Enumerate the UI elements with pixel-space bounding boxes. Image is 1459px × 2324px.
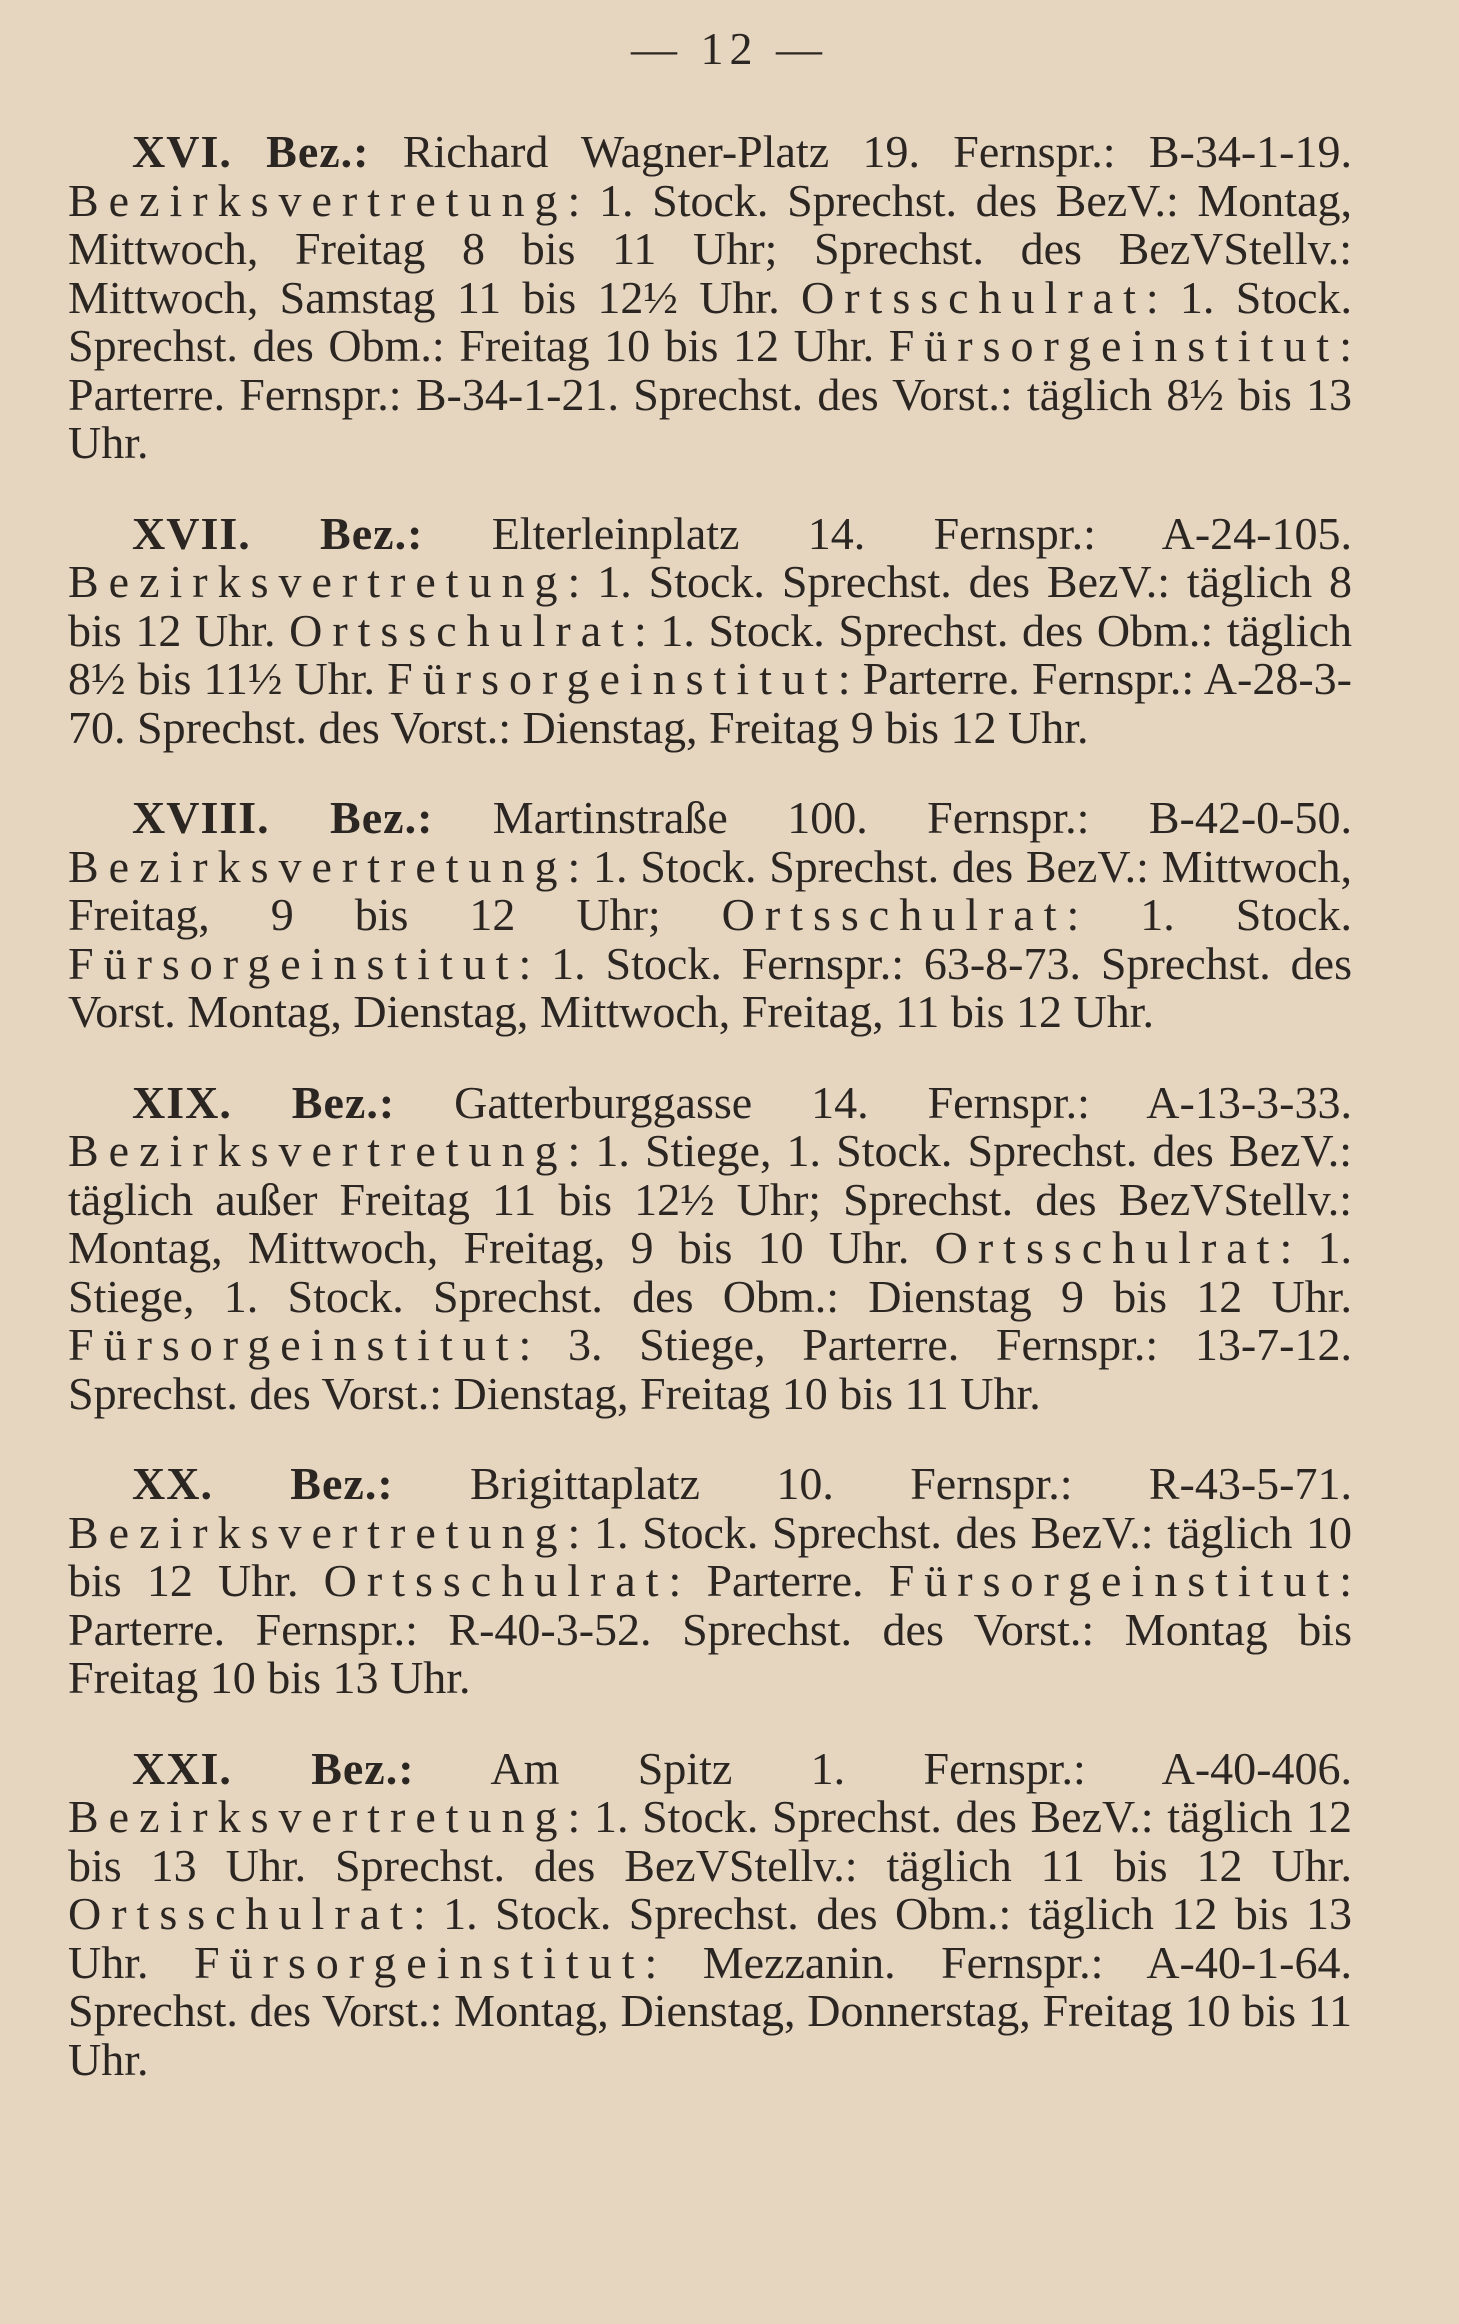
district-entry	[68, 1076, 1352, 1419]
entry-text: : 1. Stock. Sprechst. des Obm.: Freitag 10 bis 12 Uhr.	[68, 271, 1353, 371]
district-name: XVI. Bez.:	[132, 126, 370, 177]
section-heading: Ortsschulrat	[68, 1888, 413, 1939]
entry-text: Richard Wagner-Platz 19. Fernspr.: B-34-1-19.	[369, 126, 1352, 177]
section-heading: Fürsorgeinstitut	[68, 937, 519, 989]
entry-text: : 1. Stock. Sprechst. des BezV.: Mittwoch, Freitag, 9 bis 12 Uhr;	[68, 840, 1352, 940]
entry-text: : 1. Stiege, 1. Stock. Sprechst. des Obm.: Dienstag 9 bis 12 Uhr.	[68, 1222, 1352, 1322]
section-heading: Fürsorgeinstitut	[68, 1319, 519, 1370]
entry-text: Martinstraße 100. Fernspr.: B-42-0-50.	[433, 792, 1352, 843]
district-entry	[68, 794, 1352, 1037]
entry-text: : 1. Stock. Sprechst. des BezV.: Montag, Mittwoch, Freitag 8 bis 11 Uhr; Sprechst. des BezVStellv.: Mittwoch, Samstag 11 bis 12½ Uhr.	[68, 174, 1352, 323]
section-heading: Bezirksvertretung	[68, 556, 568, 607]
district-entry	[68, 1742, 1352, 2085]
district-name: XXI. Bez.:	[132, 1742, 415, 1794]
section-heading: Bezirksvertretung	[68, 1506, 568, 1558]
entry-text: : 1. Stock. Sprechst. des BezV.: täglich 10 bis 12 Uhr.	[68, 1506, 1352, 1606]
page-number: — 12 —	[631, 23, 828, 74]
entry-text: : 1. Stock. Fernspr.: 63-8-73. Sprechst. des Vorst. Montag, Dienstag, Mittwoch, Freitag, 11 bis 12 Uhr.	[68, 937, 1352, 1037]
section-heading: Fürsorgeinstitut	[888, 320, 1340, 371]
entry-text: : 1. Stock. Sprechst. des Obm.: täglich 8½ bis 11½ Uhr.	[68, 604, 1352, 704]
section-heading: Bezirksvertretung	[68, 1125, 568, 1176]
section-heading: Ortsschulrat	[721, 889, 1067, 940]
section-heading: Ortsschulrat	[289, 604, 634, 656]
district-entry	[68, 1460, 1352, 1703]
entry-text: : Parterre. Fernspr.: A-28-3-70. Sprechst. des Vorst.: Dienstag, Freitag 9 bis 12 Uhr.	[68, 653, 1352, 753]
district-list	[68, 128, 1352, 2126]
entry-text: : Parterre.	[668, 1555, 889, 1606]
district-name: XVII. Bez.:	[132, 507, 424, 559]
section-heading: Fürsorgeinstitut	[888, 1555, 1340, 1606]
entry-text: : 1. Stock.	[1066, 889, 1353, 940]
section-heading: Ortsschulrat	[323, 1555, 669, 1606]
section-heading: Ortsschulrat	[801, 271, 1146, 323]
entry-text: : 1. Stiege, 1. Stock. Sprechst. des BezV.: täglich außer Freitag 11 bis 12½ Uhr; Sprechst. des BezVStellv.: Montag, Mittwoch, Freitag, 9 bis 10 Uhr.	[68, 1125, 1352, 1273]
entry-text: : 3. Stiege, Parterre. Fernspr.: 13-7-12. Sprechst. des Vorst.: Dienstag, Freitag 10 bis 11 Uhr.	[68, 1319, 1352, 1419]
section-heading: Bezirksvertretung	[68, 1791, 568, 1842]
section-heading: Ortsschulrat	[934, 1222, 1280, 1273]
entry-text: : Parterre. Fernspr.: B-34-1-21. Sprechst. des Vorst.: täglich 8½ bis 13 Uhr.	[68, 320, 1352, 468]
entry-text: : Mezzanin. Fernspr.: A-40-1-64. Sprechst. des Vorst.: Montag, Dienstag, Donnerstag, Freitag 10 bis 11 Uhr.	[68, 1936, 1352, 2085]
entry-text: Brigittaplatz 10. Fernspr.: R-43-5-71.	[393, 1458, 1352, 1509]
entry-text: Elterleinplatz 14. Fernspr.: A-24-105.	[423, 507, 1352, 559]
district-name: XX. Bez.:	[132, 1458, 394, 1509]
entry-text: Am Spitz 1. Fernspr.: A-40-406.	[414, 1742, 1352, 1794]
district-entry	[68, 507, 1352, 753]
district-name: XIX. Bez.:	[132, 1076, 396, 1128]
section-heading: Fürsorgeinstitut	[193, 1936, 645, 1988]
entry-text: : 1. Stock. Sprechst. des BezV.: täglich 12 bis 13 Uhr. Sprechst. des BezVStellv.: täglich 11 bis 12 Uhr.	[68, 1791, 1352, 1891]
section-heading: Fürsorgeinstitut	[387, 653, 838, 704]
section-heading: Bezirksvertretung	[68, 174, 568, 226]
entry-text: : 1. Stock. Sprechst. des Obm.: täglich 12 bis 13 Uhr.	[68, 1888, 1352, 1988]
entry-text: Gatterburggasse 14. Fernspr.: A-13-3-33.	[395, 1076, 1352, 1128]
district-entry	[68, 128, 1352, 468]
section-heading: Bezirksvertretung	[68, 840, 568, 892]
entry-text: : Parterre. Fernspr.: R-40-3-52. Sprechst. des Vorst.: Montag bis Freitag 10 bis 13 Uhr.	[68, 1555, 1352, 1703]
district-name: XVIII. Bez.:	[132, 792, 434, 843]
entry-text: : 1. Stock. Sprechst. des BezV.: täglich 8 bis 12 Uhr.	[68, 556, 1352, 656]
